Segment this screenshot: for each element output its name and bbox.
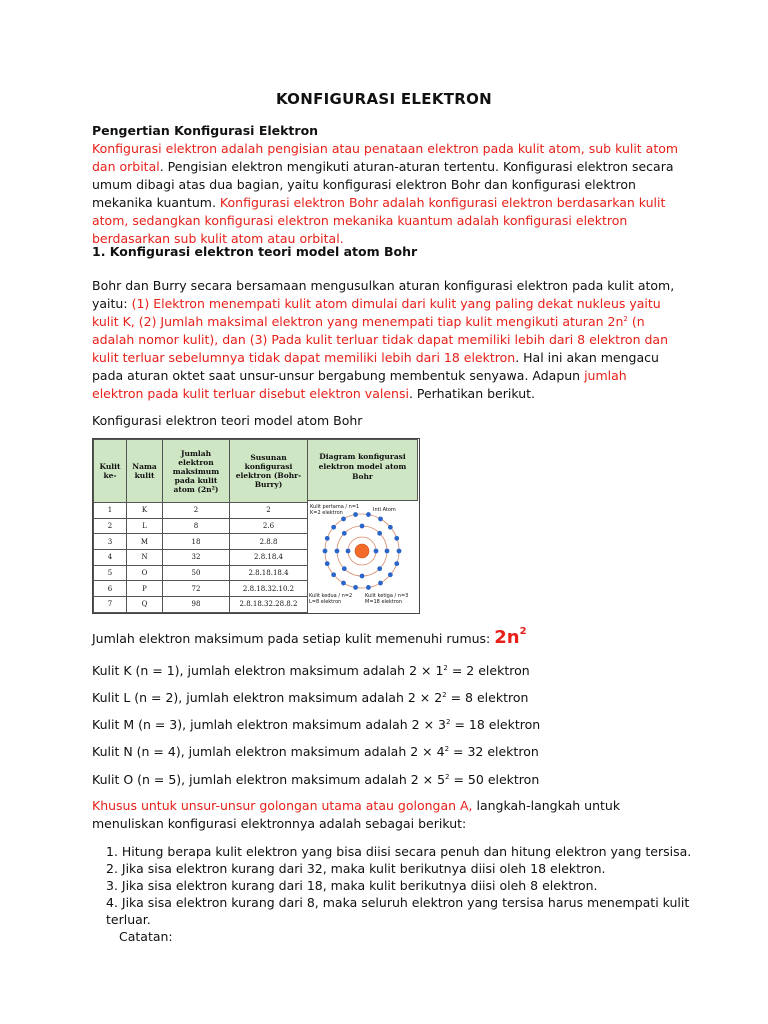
nucleus: [355, 544, 369, 558]
cell: 18: [163, 534, 230, 550]
shell-result: = 32 elektron: [449, 744, 539, 759]
cell: 32: [163, 550, 230, 566]
shell-exponent: 2: [446, 718, 451, 726]
electron-l: [360, 574, 365, 579]
electron-m: [331, 525, 336, 530]
electron-m: [331, 572, 336, 577]
list-item: 4. Jika sisa elektron kurang dari 8, maka seluruh elektron yang tersisa harus menempati kulit terluar.: [106, 895, 690, 927]
shell-result: = 50 elektron: [449, 772, 540, 787]
catatan-label: Catatan:: [119, 929, 173, 944]
electron-l: [360, 524, 365, 529]
electron-m: [397, 549, 402, 554]
intro-heading: Pengertian Konfigurasi Elektron: [92, 123, 319, 138]
intro-definition: Konfigurasi elektron adalah pengisian atau penataan elektron pada kulit atom, sub kulit atom dan orbital: [92, 141, 679, 174]
shell-o-line: [92, 771, 682, 789]
bohr-rules-text: (1) Elektron menempati kulit atom dimulai dari kulit yang paling dekat nukleus yaitu kulit K, (2) Jumlah maksimal elektron yang menempati tiap kulit mengikuti aturan 2n: [92, 296, 661, 329]
special-red-text: Khusus untuk unsur-unsur golongan utama atau golongan A,: [92, 798, 473, 813]
formula-line: [92, 626, 682, 651]
bohr-intro-text: Bohr dan Burry secara bersamaan mengusulkan aturan konfigurasi elektron pada kulit atom, yaitu:: [92, 278, 675, 311]
cell: P: [127, 581, 163, 597]
cell: L: [127, 518, 163, 534]
cell: N: [127, 550, 163, 566]
formula-text: Jumlah elektron maksimum pada setiap kulit memenuhi rumus:: [92, 631, 495, 646]
cell: 72: [163, 581, 230, 597]
shell-text: Kulit L (n = 2), jumlah elektron maksimum adalah 2 × 2: [92, 690, 443, 705]
figure-caption: Konfigurasi elektron teori model atom Bohr: [92, 413, 363, 428]
shell-result: = 18 elektron: [450, 717, 541, 732]
electron-m: [353, 512, 358, 517]
electron-l: [385, 549, 390, 554]
electron-m: [323, 549, 328, 554]
cell: 98: [163, 597, 230, 613]
formula-exponent: 2: [519, 626, 527, 637]
header-nama-kulit: Nama kulit: [127, 440, 163, 503]
table-row: [94, 503, 308, 519]
cell: 6: [94, 581, 127, 597]
electron-m: [366, 512, 371, 517]
shell-text: Kulit M (n = 3), jumlah elektron maksimum adalah 2 × 3: [92, 717, 446, 732]
electron-l: [342, 531, 347, 536]
diagram-header: Diagram konfigurasi elektron model atom Bohr: [307, 439, 418, 501]
electron-m: [353, 585, 358, 590]
octet-text: . Hal ini akan mengacu pada aturan oktet saat unsur-unsur bergabung membentuk senyawa. Adapun: [92, 350, 659, 383]
rule-superscript: 2: [623, 315, 628, 323]
shell-exponent: 2: [442, 691, 447, 699]
cell: 8: [163, 518, 230, 534]
bohr-rules-text-2: (n adalah nomor kulit), dan (3) Pada kulit terluar tidak dapat memiliki lebih dari 8 elektron dan kulit terluar sebelumnya tidak dapat memiliki lebih dari 18 elektron: [92, 314, 668, 365]
bohr-atom-diagram: [307, 501, 418, 612]
electron-m: [378, 581, 383, 586]
label-third-shell: Kulit ketiga / n=3: [365, 593, 409, 599]
cell: 2.8.18.18.4: [230, 565, 308, 581]
shell-text: Kulit K (n = 1), jumlah elektron maksimum adalah 2 × 1: [92, 663, 444, 678]
cell: 2.8.18.4: [230, 550, 308, 566]
electron-k: [346, 549, 351, 554]
label-second-shell: Kulit kedua / n=2: [309, 593, 353, 599]
cell: O: [127, 565, 163, 581]
cell: 2.8.18.32.28.8.2: [230, 597, 308, 613]
header-jumlah-elektron: Jumlah elektron maksimum pada kulit atom (2n²): [163, 440, 230, 503]
shell-result: = 8 elektron: [446, 690, 529, 705]
label-m-electrons: M=18 elektron: [365, 599, 403, 605]
cell: 5: [94, 565, 127, 581]
electron-m: [394, 536, 399, 541]
shell-text: Kulit N (n = 4), jumlah elektron maksimum adalah 2 × 4: [92, 744, 445, 759]
electron-m: [366, 585, 371, 590]
shell-exponent: 2: [445, 773, 450, 781]
electron-l: [342, 566, 347, 571]
atom-diagram-svg: [307, 501, 418, 612]
special-text: langkah-langkah untuk menuliskan konfigurasi elektronnya adalah sebagai berikut:: [92, 798, 621, 831]
electron-m: [341, 517, 346, 522]
shell-m-line: [92, 716, 682, 734]
section-1-heading: 1. Konfigurasi elektron teori model atom Bohr: [92, 244, 418, 259]
label-nucleus: Inti Atom: [373, 507, 396, 513]
electron-m: [378, 517, 383, 522]
label-first-shell: Kulit pertama / n=1: [310, 504, 360, 510]
electron-l: [335, 549, 340, 554]
intro-paragraph: [92, 122, 682, 248]
cell: 2.6: [230, 518, 308, 534]
table-row: [94, 550, 308, 566]
special-paragraph: [92, 797, 682, 833]
bohr-config-table: [93, 439, 308, 613]
label-l-electrons: L=8 elektron: [309, 599, 342, 605]
header-susunan: Susunan konfigurasi elektron (Bohr-Burry): [230, 440, 308, 503]
electron-l: [377, 566, 382, 571]
cell: 7: [94, 597, 127, 613]
list-item: 1. Hitung berapa kulit elektron yang bisa diisi secara penuh dan hitung elektron yang tersisa.: [106, 844, 692, 859]
formula-base: 2n: [494, 627, 520, 648]
header-kulit-ke: Kulit ke-: [94, 440, 127, 503]
cell: Q: [127, 597, 163, 613]
cell: 2.8.18.32.10.2: [230, 581, 308, 597]
intro-bohr-definition: Konfigurasi elektron Bohr adalah konfigurasi elektron berdasarkan kulit atom, sedangkan konfigurasi elektron mekanika kuantum adalah konfigurasi elektron berdasarkan sub kulit atom atau orbital.: [92, 195, 666, 246]
bohr-table-figure: [92, 438, 420, 614]
table-row: [94, 534, 308, 550]
electron-m: [325, 561, 330, 566]
shell-l-line: [92, 689, 682, 707]
steps-list: [92, 843, 706, 945]
electron-m: [388, 572, 393, 577]
shell-result: = 2 elektron: [447, 663, 530, 678]
electron-m: [325, 536, 330, 541]
electron-m: [394, 561, 399, 566]
electron-m: [341, 581, 346, 586]
shell-text: Kulit O (n = 5), jumlah elektron maksimum adalah 2 × 5: [92, 772, 446, 787]
table-row: [94, 597, 308, 613]
valence-text: jumlah elektron pada kulit terluar disebut elektron valensi: [92, 368, 627, 401]
electron-l: [377, 531, 382, 536]
cell: 4: [94, 550, 127, 566]
shell-exponent: 2: [443, 664, 448, 672]
intro-text: . Pengisian elektron mengikuti aturan-aturan tertentu. Konfigurasi elektron secara umum dibagi atas dua bagian, yaitu konfigurasi elektron Bohr dan konfigurasi elektron mekanika kuantum.: [92, 159, 674, 210]
page-title: KONFIGURASI ELEKTRON: [275, 90, 493, 108]
see-below-text: . Perhatikan berikut.: [408, 386, 536, 401]
electron-m: [388, 525, 393, 530]
cell: K: [127, 503, 163, 519]
cell: 2: [230, 503, 308, 519]
cell: M: [127, 534, 163, 550]
section-1-paragraph: [92, 277, 682, 403]
table-row: [94, 518, 308, 534]
list-item: 2. Jika sisa elektron kurang dari 32, maka kulit berikutnya diisi oleh 18 elektron.: [106, 861, 606, 876]
electron-k: [374, 549, 379, 554]
cell: 1: [94, 503, 127, 519]
shell-exponent: 2: [444, 745, 450, 753]
table-row: [94, 565, 308, 581]
cell: 2: [94, 518, 127, 534]
formula-2n: [494, 627, 526, 648]
cell: 50: [163, 565, 230, 581]
cell: 3: [94, 534, 127, 550]
shell-n-line: [92, 743, 682, 761]
table-row: [94, 581, 308, 597]
label-k-electrons: K=2 elektron: [310, 510, 343, 516]
list-item: 3. Jika sisa elektron kurang dari 18, maka kulit berikutnya diisi oleh 8 elektron.: [106, 878, 598, 893]
cell: 2: [163, 503, 230, 519]
cell: 2.8.8: [230, 534, 308, 550]
shell-k-line: [92, 662, 682, 680]
